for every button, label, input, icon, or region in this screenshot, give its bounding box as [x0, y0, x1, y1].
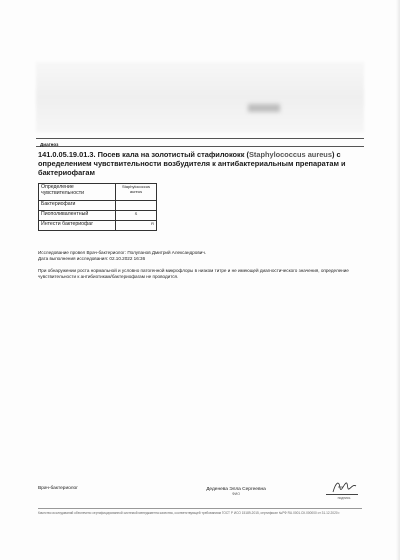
performer-line: Исследование провел Врач-бактериолог: Полупанов Дмитрий Александрович.: [38, 250, 207, 255]
signature-caption: подпись: [337, 496, 351, 500]
table-section-empty: [116, 201, 157, 211]
redacted-header: [36, 62, 364, 132]
sensitivity-table: [38, 183, 157, 231]
diagnosis-label: Диагноз: [40, 142, 59, 147]
table-section-label: Бактериофаги: [39, 201, 116, 211]
title-part-1: 141.0.05.19.01.3. Посев кала на золотистый стафилококк (: [38, 150, 249, 159]
date-line: Дата выполнения исследования: 02.10.2022 16:36: [38, 256, 146, 261]
footer-note: Качество исследований обеспечено сертифицированной системой менеджмента качества, соответствующей требованиям ГОСТ Р ИСО 15189-2015, сертификат №РФ RU.0001.СК.000000 от 31.12.2020 г.: [38, 508, 362, 515]
diagnosis-bar: [36, 138, 364, 147]
phage-result: R: [116, 221, 157, 231]
phage-result: S: [116, 211, 157, 221]
signer-name: Деденева Элла Сергеевна: [206, 487, 266, 492]
title-organism: Staphylococcus aureus: [248, 150, 332, 159]
table-header-row: [39, 184, 157, 201]
note-text: При обнаружении роста нормальной и условно патогенной микрофлоры в низком титре и не имеющей диагностического значения, определение чувствительности к антибиотикам/бактериофагам не проводится.: [38, 268, 349, 279]
phage-name: Пиополивалентный: [39, 211, 116, 221]
table-row: [39, 211, 157, 221]
signer-name-caption: ФИО: [231, 492, 241, 496]
title-part-2: ) с определением чувствительности возбудителя к антибактериальным препаратам и бактериофагам: [38, 150, 346, 177]
signer-block: [196, 487, 276, 496]
table-header-organism: Staphylococcus aureus: [116, 184, 157, 201]
scan-edge: [396, 0, 400, 560]
phage-name: Интести бактериофаг: [39, 221, 116, 231]
test-title: [38, 150, 368, 177]
signature-line: [326, 494, 358, 495]
table-section-row: [39, 201, 157, 211]
signer-position: Врач-бактериолог: [38, 486, 78, 491]
table-header-definition: Определение чувствительности: [39, 184, 116, 201]
redacted-mark: [248, 104, 280, 112]
table-row: [39, 221, 157, 231]
